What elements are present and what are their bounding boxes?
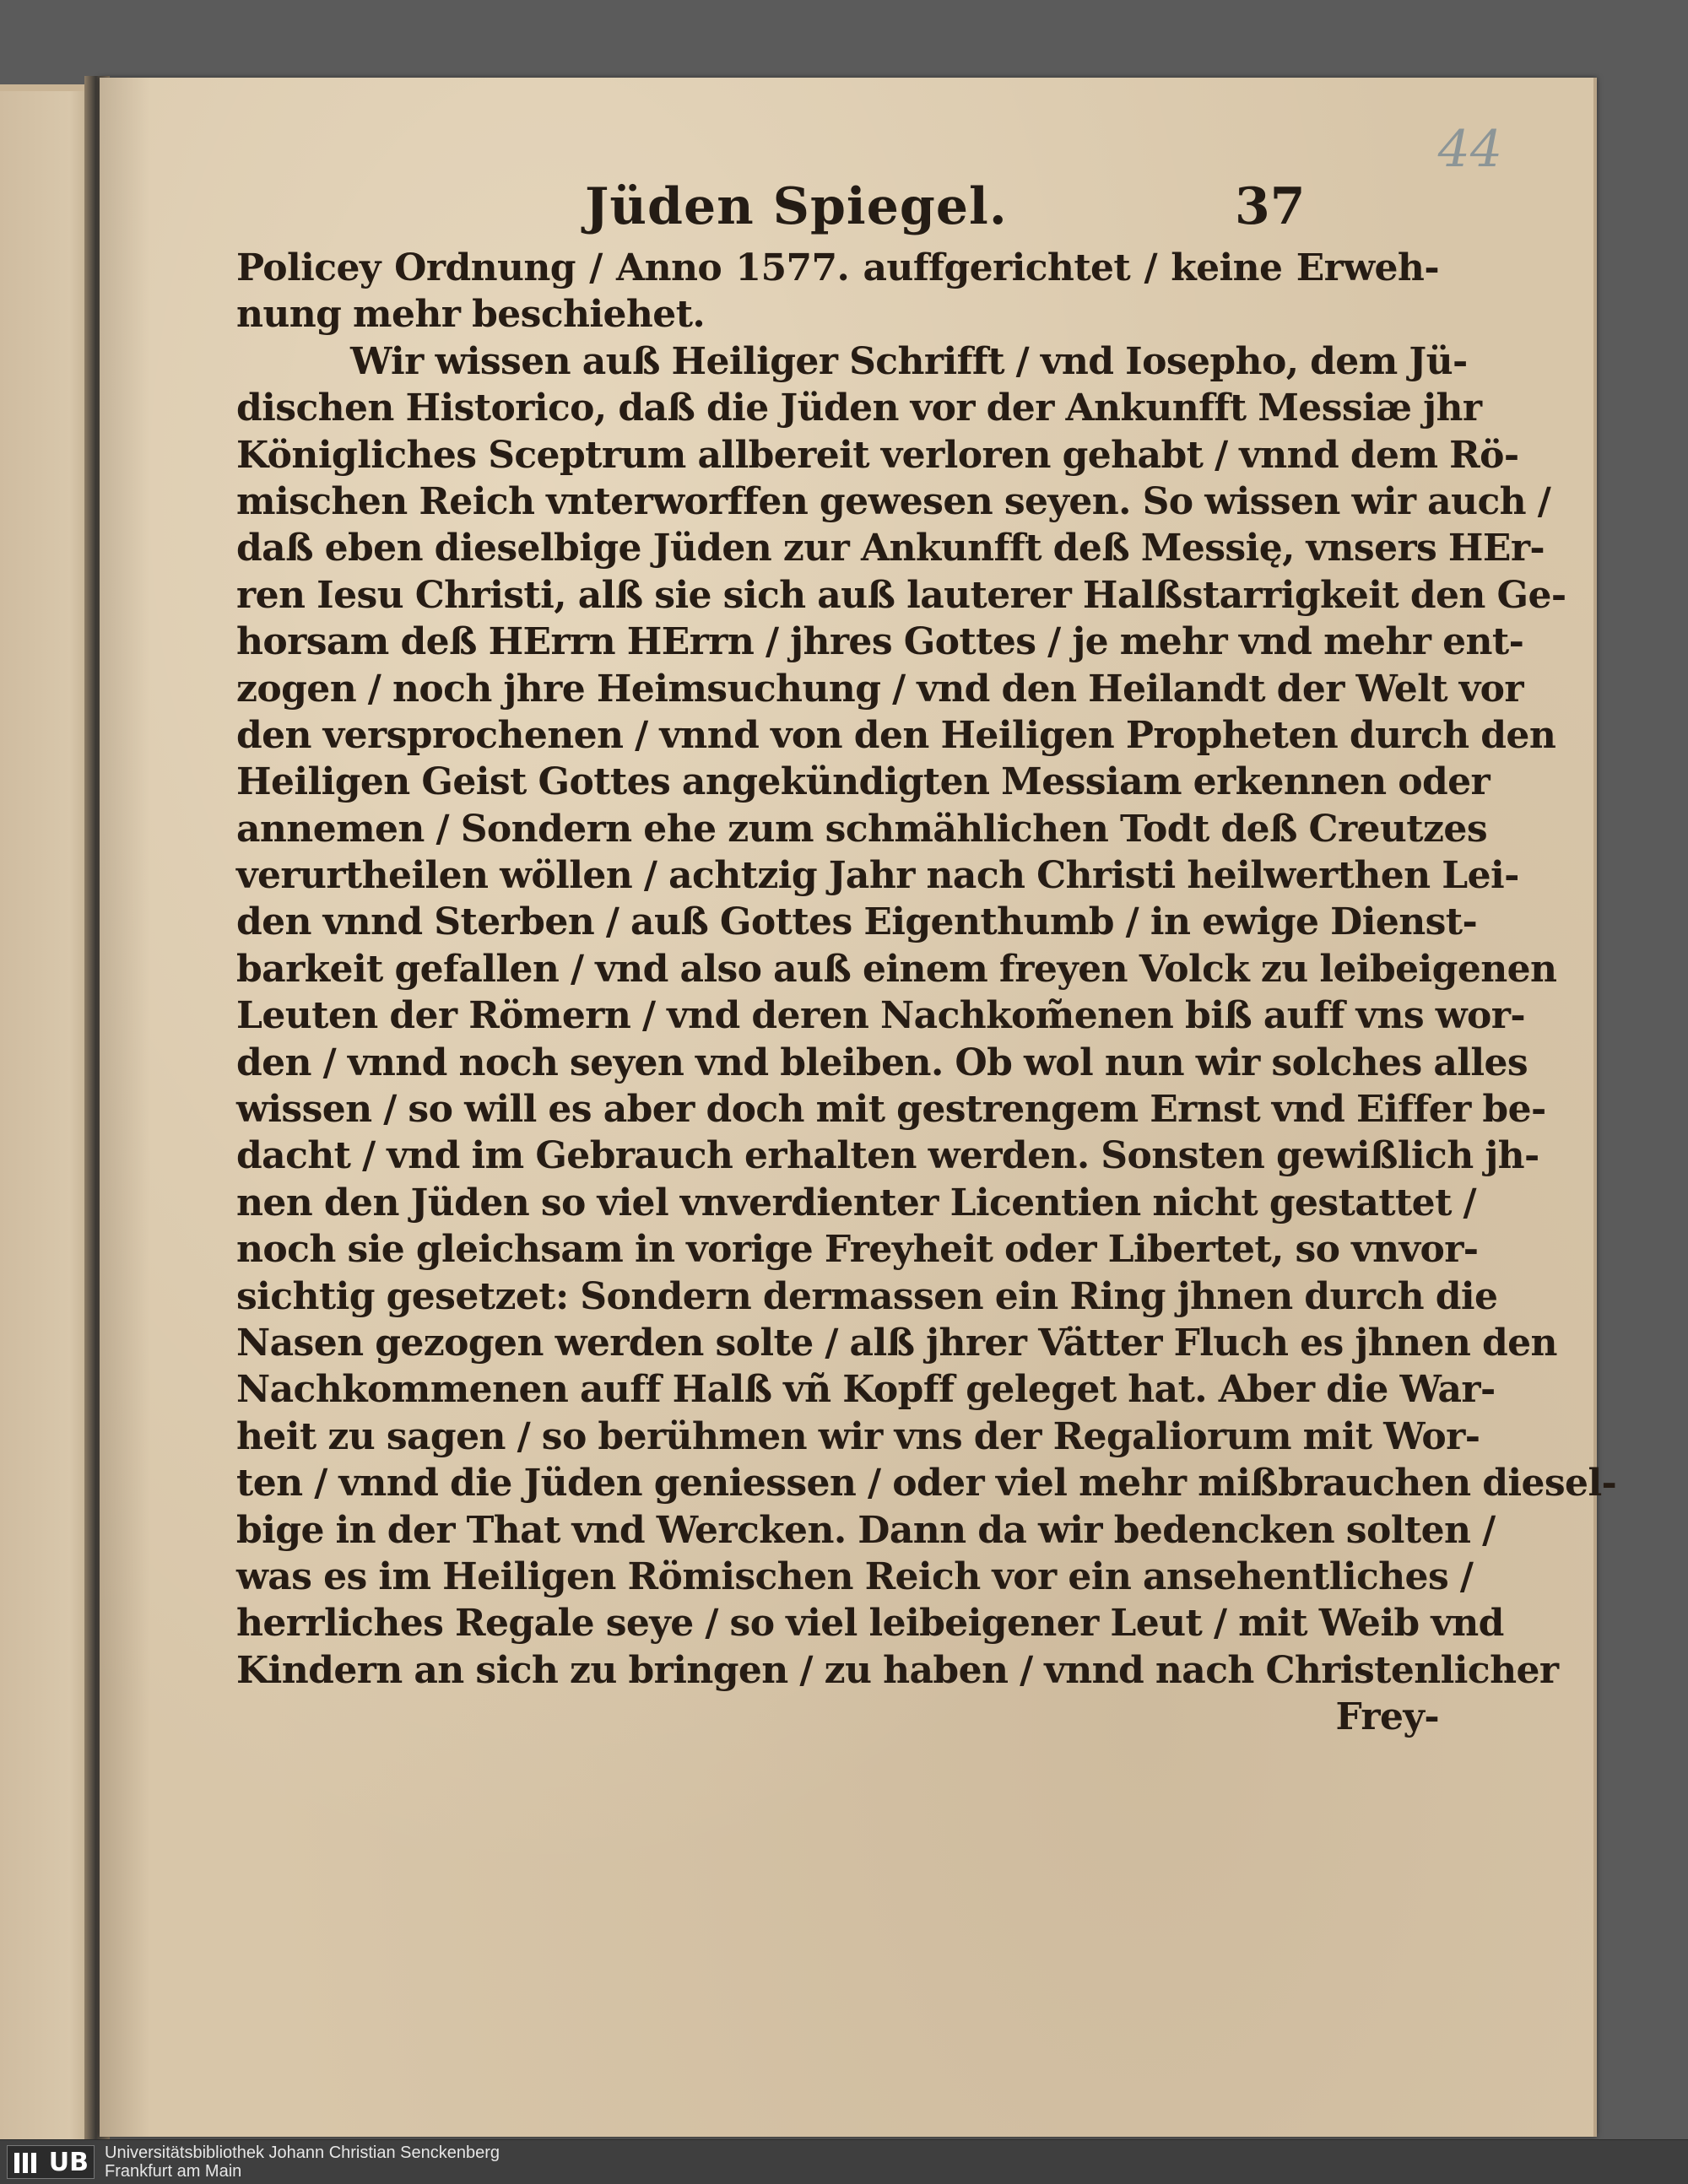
text-line: herrliches Regale seye / so viel leibeigener Leut / mit Weib vnd xyxy=(236,1602,1504,1646)
text-line: noch sie gleichsam in vorige Freyheit oder Libertet, so vnvor- xyxy=(236,1228,1479,1272)
institution-name xyxy=(105,2143,500,2181)
scanned-page xyxy=(100,78,1617,2137)
text-line: verurtheilen wöllen / achtzig Jahr nach Christi heilwerthen Lei- xyxy=(236,854,1519,898)
text-line: Policey Ordnung / Anno 1577. auffgerichtet / keine Erweh- xyxy=(236,246,1439,289)
logo-text: UB xyxy=(48,2148,89,2177)
text-line: barkeit gefallen / vnd also auß einem freyen Volck zu leibeigenen xyxy=(236,947,1557,991)
text-line: ren Iesu Christi, alß sie sich auß lauterer Halßstarrigkeit den Ge- xyxy=(236,573,1566,617)
text-line: dacht / vnd im Gebrauch erhalten werden. Sonsten gewißlich jh- xyxy=(236,1134,1539,1178)
text-block xyxy=(236,245,1617,1741)
text-line: zogen / noch jhre Heimsuchung / vnd den Heilandt der Welt vor xyxy=(236,667,1524,711)
text-line: dischen Historico, daß die Jüden vor der Ankunfft Messiæ jhr xyxy=(236,387,1482,430)
ub-logo xyxy=(7,2145,95,2179)
footer-bar xyxy=(0,2139,1688,2184)
catchword: Frey- xyxy=(1335,1695,1439,1739)
text-line: Kindern an sich zu bringen / zu haben / vnnd nach Christenlicher xyxy=(236,1648,1559,1692)
text-line: Nachkommenen auff Halß vñ Kopff geleget hat. Aber die War- xyxy=(236,1368,1496,1412)
text-line: sichtig gesetzet: Sondern dermassen ein Ring jhnen durch die xyxy=(236,1274,1498,1318)
institution-line-1: Universitätsbibliothek Johann Christian Senckenberg xyxy=(105,2143,500,2162)
folio-mark: 44 xyxy=(1437,120,1502,179)
institution-line-2: Frankfurt am Main xyxy=(105,2162,242,2181)
running-head: Jüden Spiegel. xyxy=(585,177,1008,236)
text-line: was es im Heiligen Römischen Reich vor ein ansehentliches / xyxy=(236,1554,1474,1598)
text-line: Leuten der Römern / vnd deren Nachkom̃enen biß auff vns wor- xyxy=(236,994,1526,1038)
text-line: den vnnd Sterben / auß Gottes Eigenthumb / in ewige Dienst- xyxy=(236,900,1478,944)
logo-bar-icon xyxy=(23,2153,28,2173)
text-line: annemen / Sondern ehe zum schmählichen Todt deß Creutzes xyxy=(236,807,1487,851)
text-line: nung mehr beschiehet. xyxy=(236,293,706,337)
text-line: Wir wissen auß Heiliger Schrifft / vnd Iosepho, dem Jü- xyxy=(350,339,1468,383)
text-line: nen den Jüden so viel vnverdienter Licentien nicht gestattet / xyxy=(236,1181,1476,1224)
logo-bar-icon xyxy=(31,2153,36,2173)
text-line: bige in der That vnd Wercken. Dann da wir bedencken solten / xyxy=(236,1508,1496,1552)
text-line: ten / vnnd die Jüden geniessen / oder viel mehr mißbrauchen diesel- xyxy=(236,1462,1617,1506)
text-line: den versprochenen / vnnd von den Heiligen Propheten durch den xyxy=(236,713,1556,757)
page-number: 37 xyxy=(1235,177,1306,236)
text-line: wissen / so will es aber doch mit gestrengem Ernst vnd Eiffer be- xyxy=(236,1088,1546,1132)
text-line: den / vnnd noch seyen vnd bleiben. Ob wol nun wir solches alles xyxy=(236,1041,1528,1084)
text-line: daß eben dieselbige Jüden zur Ankunfft deß Messię, vnsers HEr- xyxy=(236,527,1545,570)
text-line: Königliches Sceptrum allbereit verloren gehabt / vnnd dem Rö- xyxy=(236,433,1519,477)
text-line: heit zu sagen / so berühmen wir vns der Regaliorum mit Wor- xyxy=(236,1414,1480,1458)
text-line: mischen Reich vnterworffen gewesen seyen. So wissen wir auch / xyxy=(236,479,1551,523)
logo-bar-icon xyxy=(14,2153,19,2173)
text-line: Nasen gezogen werden solte / alß jhrer Vätter Fluch es jhnen den xyxy=(236,1321,1557,1365)
text-line: Heiligen Geist Gottes angekündigten Messiam erkennen oder xyxy=(236,760,1491,804)
text-line: horsam deß HErrn HErrn / jhres Gottes / je mehr vnd mehr ent- xyxy=(236,620,1524,664)
